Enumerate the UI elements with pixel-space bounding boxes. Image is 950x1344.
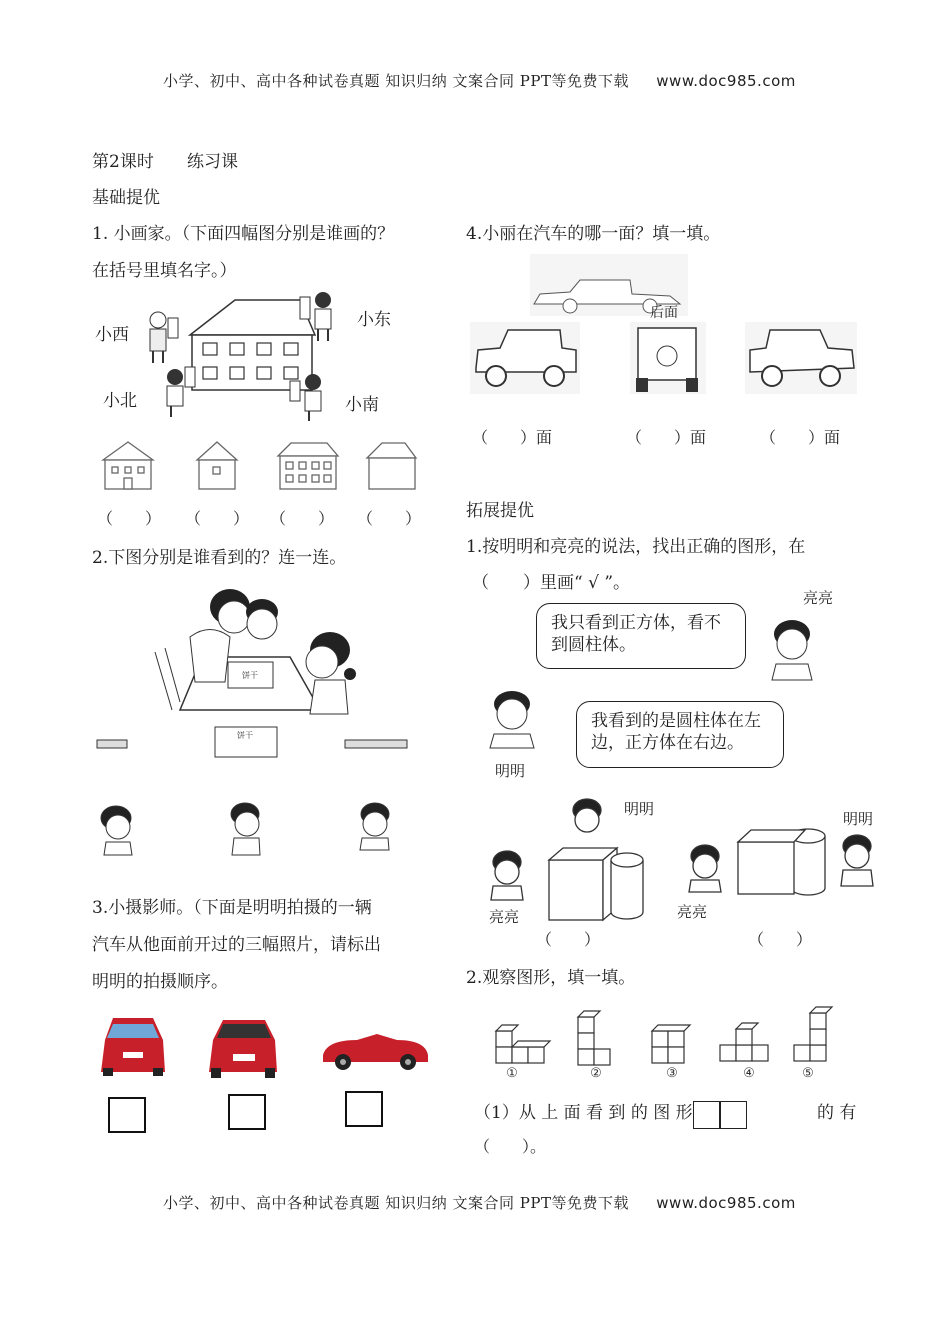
mingming-avatar: [488, 690, 540, 750]
q1-blank-1[interactable]: （ ）: [97, 509, 162, 528]
q1-blank-2[interactable]: （ ）: [185, 509, 250, 528]
mingming-label: 明明: [495, 762, 526, 780]
header-site: www.doc985.com: [656, 72, 796, 90]
q1-blank-3[interactable]: （ ）: [270, 509, 335, 528]
e2-q1-blank[interactable]: （ ）。: [474, 1137, 547, 1156]
fig-number-4: ④: [743, 1066, 755, 1081]
name-xiaonan: 小南: [345, 395, 379, 415]
liangliang-label-scene2: 亮亮: [677, 903, 708, 921]
liangliang-avatar: [768, 618, 818, 682]
house-views-illustration: [100, 440, 420, 492]
q4-blank-3[interactable]: （ ）面: [760, 428, 841, 447]
liangliang-label-top: 亮亮: [803, 589, 834, 607]
name-xiaodong: 小东: [357, 310, 391, 330]
view-options-illustration: [95, 724, 415, 760]
view-book-label: 饼干: [237, 731, 253, 740]
q3-answer-box-2[interactable]: [228, 1094, 266, 1130]
header-text: 小学、初中、高中各种试卷真题 知识归纳 文案合同 PPT等免费下载: [163, 72, 629, 90]
children-faces-illustration: [92, 800, 412, 860]
section-basic-title: 基础提优: [92, 188, 160, 208]
q1-line2: 在括号里填名字。）: [92, 261, 237, 281]
e2-q1-suffix: 的 有: [817, 1103, 857, 1123]
fig-number-2: ②: [590, 1066, 602, 1081]
page-header: [163, 70, 796, 91]
q4-text: 4.小丽在汽车的哪一面？填一填。: [466, 224, 721, 244]
mingming-label-scene1: 明明: [624, 800, 655, 818]
jeep-views-illustration: [470, 320, 860, 396]
q1-blank-4[interactable]: （ ）: [357, 509, 422, 528]
mingming-speech-bubble: 我看到的是圆柱体在左边，正方体在右边。: [576, 701, 784, 768]
liangliang-label-scene1: 亮亮: [489, 908, 520, 926]
two-squares-shape: [693, 1101, 747, 1129]
liangliang-speech-bubble: 我只看到正方体，看不到圆柱体。: [536, 603, 746, 669]
q3-line2: 汽车从他面前开过的三幅照片，请标出: [92, 935, 381, 955]
footer-site: www.doc985.com: [656, 1194, 796, 1212]
red-cars-illustration: [95, 1010, 435, 1080]
name-xiaoxi: 小西: [95, 325, 129, 345]
q2-text: 2.下图分别是谁看到的？连一连。: [92, 548, 347, 568]
page-footer: [163, 1192, 796, 1213]
e1-line1: 1.按明明和亮亮的说法，找出正确的图形，在: [466, 537, 806, 557]
cube-stacks-illustration: [492, 1005, 842, 1081]
fig-number-3: ③: [666, 1066, 678, 1081]
q3-line1: 3.小摄影师。（下面是明明拍摄的一辆: [92, 898, 372, 918]
section-ext-title: 拓展提优: [466, 501, 534, 521]
label-back-side: [650, 302, 678, 312]
fig-number-1: ①: [506, 1066, 518, 1081]
e2-q1-prefix: （1）从 上 面 看 到 的 图 形: [474, 1103, 693, 1123]
e1-line2: （ ）里画“ √ ”。: [472, 573, 631, 593]
name-xiaobei: 小北: [103, 391, 137, 411]
table-scene-illustration: [150, 582, 360, 717]
q3-line3: 明明的拍摄顺序。: [92, 972, 228, 992]
mingming-label-scene2: 明明: [843, 810, 874, 828]
e1-blank-1[interactable]: （ ）: [536, 930, 601, 949]
lesson-number: 第2课时: [92, 152, 154, 172]
q4-blank-1[interactable]: （ ）面: [472, 428, 553, 447]
q1-line1: 1. 小画家。（下面四幅图分别是谁画的？: [92, 224, 395, 244]
house-scene-illustration: [140, 285, 350, 425]
fig-number-5: ⑤: [802, 1066, 814, 1081]
footer-text: 小学、初中、高中各种试卷真题 知识归纳 文案合同 PPT等免费下载: [163, 1194, 629, 1212]
q4-blank-2[interactable]: （ ）面: [626, 428, 707, 447]
e2-text: 2.观察图形，填一填。: [466, 968, 636, 988]
table-book-label: 饼干: [242, 671, 258, 680]
q3-answer-box-1[interactable]: [108, 1097, 146, 1133]
e1-blank-2[interactable]: （ ）: [748, 930, 813, 949]
lesson-title: 练习课: [187, 152, 238, 172]
q3-answer-box-3[interactable]: [345, 1091, 383, 1127]
